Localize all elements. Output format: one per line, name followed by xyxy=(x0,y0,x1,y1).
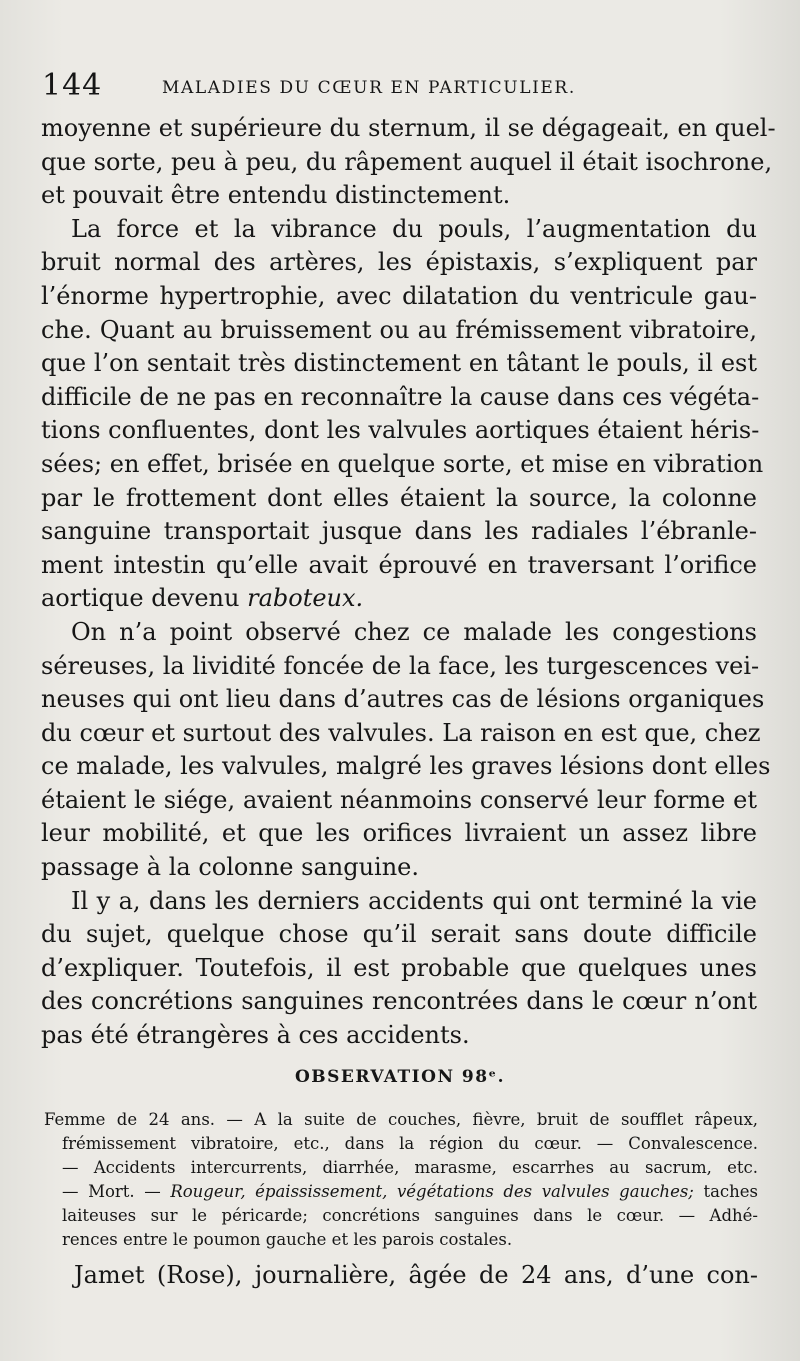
text-line: que sorte, peu à peu, du râpement auquel il était isochrone, xyxy=(41,147,773,176)
text-line: ment intestin qu’elle avait éprouvé en traversant l’orifice xyxy=(41,550,757,579)
text-line: pas été étrangères à ces accidents. xyxy=(41,1021,470,1050)
text-line: et pouvait être entendu distinctement. xyxy=(41,181,511,210)
text-line: d’expliquer. Toutefois, il est probable que quelques unes xyxy=(41,953,757,982)
summary-line: Femme de 24 ans. — A la suite de couches, fièvre, bruit de soufflet râpeux, xyxy=(44,1110,758,1129)
text-line: ce malade, les valvules, malgré les graves lésions dont elles xyxy=(41,752,771,781)
page-header xyxy=(40,68,760,108)
summary-line: rences entre le poumon gauche et les parois costales. xyxy=(62,1230,513,1249)
italic-word: raboteux. xyxy=(247,584,364,613)
summary-segment: taches xyxy=(703,1182,759,1201)
text-line: que l’on sentait très distinctement en tâtant le pouls, il est xyxy=(41,349,757,378)
text-line: du sujet, quelque chose qu’il serait sans doute difficile xyxy=(41,920,757,949)
text-line: sanguine transportait jusque dans les radiales l’ébranle- xyxy=(41,517,757,546)
summary-line: — Accidents intercurrents, diarrhée, marasme, escarrhes au sacrum, etc. xyxy=(62,1158,758,1177)
summary-line: frémissement vibratoire, etc., dans la région du cœur. — Convalescence. xyxy=(62,1134,758,1153)
text-line: bruit normal des artères, les épistaxis, s’expliquent par xyxy=(41,248,757,277)
text-line: étaient le siége, avaient néanmoins conservé leur forme et xyxy=(41,785,757,814)
observation-summary xyxy=(44,1108,758,1252)
text-line: passage à la colonne sanguine. xyxy=(41,853,419,882)
summary-italic: Rougeur, épaississement, végétations des valvules gauches; xyxy=(170,1182,694,1201)
text-line: che. Quant au bruissement ou au frémissement vibratoire, xyxy=(41,315,757,344)
text-line xyxy=(41,582,757,616)
running-head: MALADIES DU CŒUR EN PARTICULIER. xyxy=(162,78,576,98)
observation-text-start: Jamet (Rose), journalière, âgée de 24 ans, d’une con- xyxy=(74,1261,758,1289)
paragraph-start: Il y a, dans les derniers accidents qui ont terminé la vie xyxy=(71,886,757,915)
text-line: neuses qui ont lieu dans d’autres cas de lésions organiques xyxy=(41,685,765,714)
observation-title: OBSERVATION 98ᵉ. xyxy=(294,1067,506,1087)
summary-segment: — Mort. — xyxy=(62,1182,161,1201)
text-line: du cœur et surtout des valvules. La raison en est que, chez xyxy=(41,718,761,747)
body-text xyxy=(41,112,776,1053)
summary-line xyxy=(44,1180,758,1204)
text-line: sées; en effet, brisée en quelque sorte, et mise en vibration xyxy=(41,449,764,478)
page-number: 144 xyxy=(42,68,103,103)
text-line: difficile de ne pas en reconnaître la cause dans ces végéta- xyxy=(41,382,760,411)
text-line: l’énorme hypertrophie, avec dilatation du ventricule gau- xyxy=(41,281,757,310)
text-line: moyenne et supérieure du sternum, il se dégageait, en quel- xyxy=(41,114,776,142)
text-line: tions confluentes, dont les valvules aortiques étaient héris- xyxy=(41,416,760,445)
paragraph-start: On n’a point observé chez ce malade les congestions xyxy=(71,617,757,646)
paragraph-start: La force et la vibrance du pouls, l’augmentation du xyxy=(71,214,757,243)
text-line: par le frottement dont elles étaient la source, la colonne xyxy=(41,483,757,512)
text-segment: aortique devenu xyxy=(41,584,240,613)
text-line: des concrétions sanguines rencontrées dans le cœur n’ont xyxy=(41,987,757,1016)
summary-line: laiteuses sur le péricarde; concrétions sanguines dans le cœur. — Adhé- xyxy=(62,1206,758,1225)
text-line: leur mobilité, et que les orifices livraient un assez libre xyxy=(41,819,757,848)
text-line: séreuses, la lividité foncée de la face, les turgescences vei- xyxy=(41,651,760,680)
